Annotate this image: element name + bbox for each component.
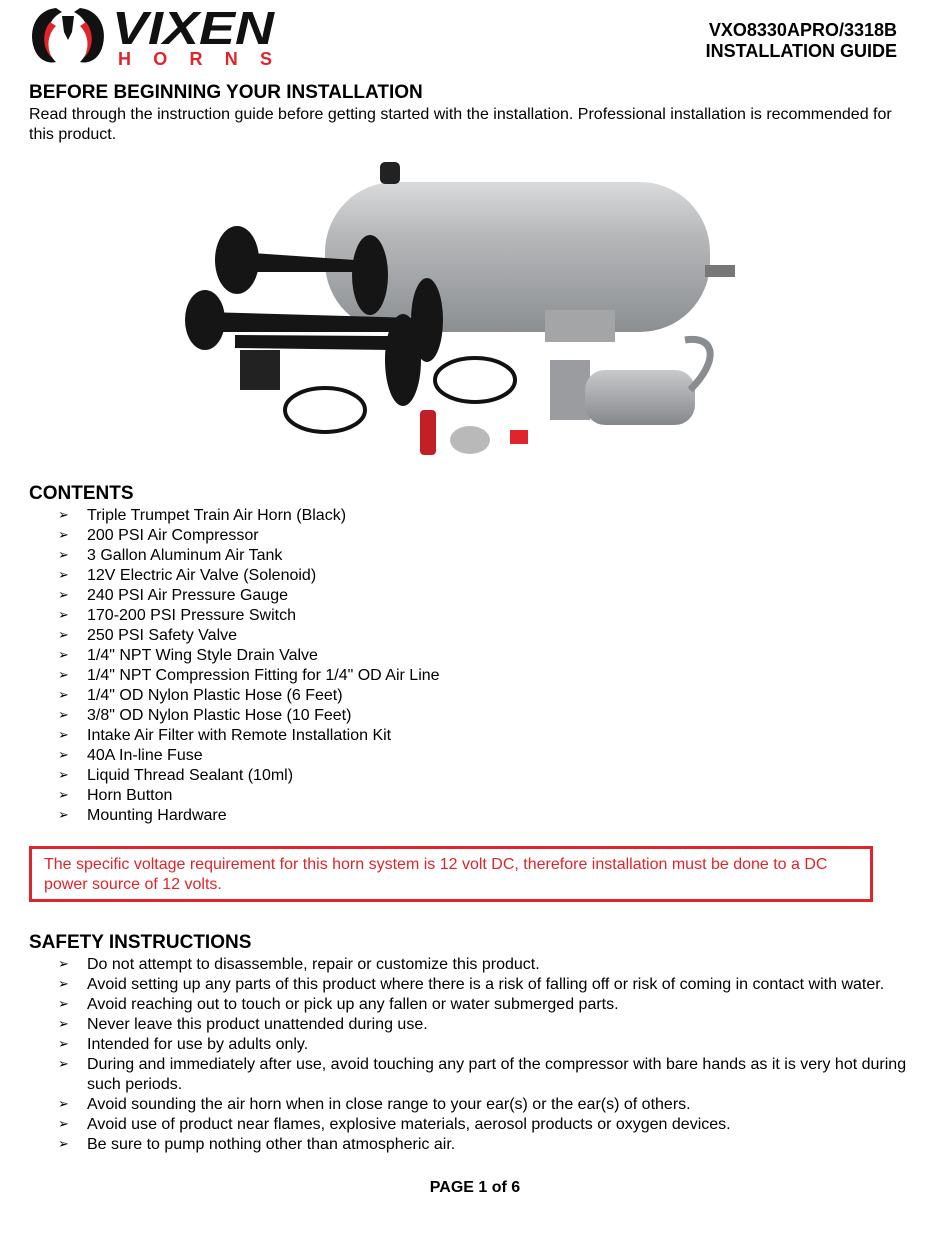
list-item: ➢ Avoid use of product near flames, explosive materials, aerosol products or oxygen devices. (58, 1115, 908, 1135)
list-item: ➢ Horn Button (58, 786, 908, 806)
list-item: ➢ During and immediately after use, avoid touching any part of the compressor with bare hands as it is very hot during such periods. (58, 1055, 908, 1095)
before-heading: BEFORE BEGINNING YOUR INSTALLATION (29, 82, 423, 103)
horn-button-icon (450, 426, 490, 454)
list-item: ➢ Intended for use by adults only. (58, 1035, 908, 1055)
list-item: ➢ Mounting Hardware (58, 806, 908, 826)
ram-horns-icon (32, 8, 104, 62)
list-item: ➢ Avoid sounding the air horn when in close range to your ear(s) or the ear(s) of others. (58, 1095, 908, 1115)
list-item: ➢ 1/4" NPT Wing Style Drain Valve (58, 646, 908, 666)
brand-sub: HORNS (118, 49, 272, 68)
document-type: INSTALLATION GUIDE (705, 41, 897, 61)
contents-list (58, 506, 908, 826)
list-item: ➢ 250 PSI Safety Valve (58, 626, 908, 646)
safety-heading: SAFETY INSTRUCTIONS (29, 932, 252, 953)
list-item: ➢ 240 PSI Air Pressure Gauge (58, 586, 908, 606)
air-compressor-icon (550, 339, 710, 425)
voltage-notice: The specific voltage requirement for this horn system is 12 volt DC, therefore installation must be done to a DC power source of 12 volts. (29, 846, 873, 902)
list-item: ➢ 12V Electric Air Valve (Solenoid) (58, 566, 908, 586)
list-item: ➢ Liquid Thread Sealant (10ml) (58, 766, 908, 786)
model-number: VXO8330APRO/3318B (708, 20, 897, 40)
thread-sealant-icon (420, 410, 436, 455)
list-item: ➢ Triple Trumpet Train Air Horn (Black) (58, 506, 908, 526)
brand-word: VIXEN (112, 2, 275, 54)
air-tank-icon (325, 162, 735, 342)
page-number: PAGE 1 of 6 (429, 1179, 521, 1196)
list-item: ➢ Avoid setting up any parts of this product where there is a risk of falling off or risk of coming in contact with water. (58, 975, 908, 995)
list-item: ➢ 3 Gallon Aluminum Air Tank (58, 546, 908, 566)
list-item: ➢ Intake Air Filter with Remote Installation Kit (58, 726, 908, 746)
list-item: ➢ 1/4" NPT Compression Fitting for 1/4" OD Air Line (58, 666, 908, 686)
vixen-horns-logo (28, 2, 280, 68)
before-text: Read through the instruction guide before getting started with the installation. Professional installation is recommended for this product. (29, 106, 892, 143)
list-item: ➢ 40A In-line Fuse (58, 746, 908, 766)
list-item: ➢ Be sure to pump nothing other than atmospheric air. (58, 1135, 908, 1155)
list-item: ➢ Do not attempt to disassemble, repair or customize this product. (58, 955, 908, 975)
list-item: ➢ 170-200 PSI Pressure Switch (58, 606, 908, 626)
safety-list (58, 955, 908, 1155)
contents-heading: CONTENTS (29, 483, 134, 504)
list-item: ➢ 200 PSI Air Compressor (58, 526, 908, 546)
fuse-icon (510, 430, 528, 444)
product-photo (175, 160, 765, 470)
list-item: ➢ Avoid reaching out to touch or pick up any fallen or water submerged parts. (58, 995, 908, 1015)
list-item: ➢ 1/4" OD Nylon Plastic Hose (6 Feet) (58, 686, 908, 706)
list-item: ➢ 3/8" OD Nylon Plastic Hose (10 Feet) (58, 706, 908, 726)
list-item: ➢ Never leave this product unattended during use. (58, 1015, 908, 1035)
document-header (706, 20, 897, 62)
